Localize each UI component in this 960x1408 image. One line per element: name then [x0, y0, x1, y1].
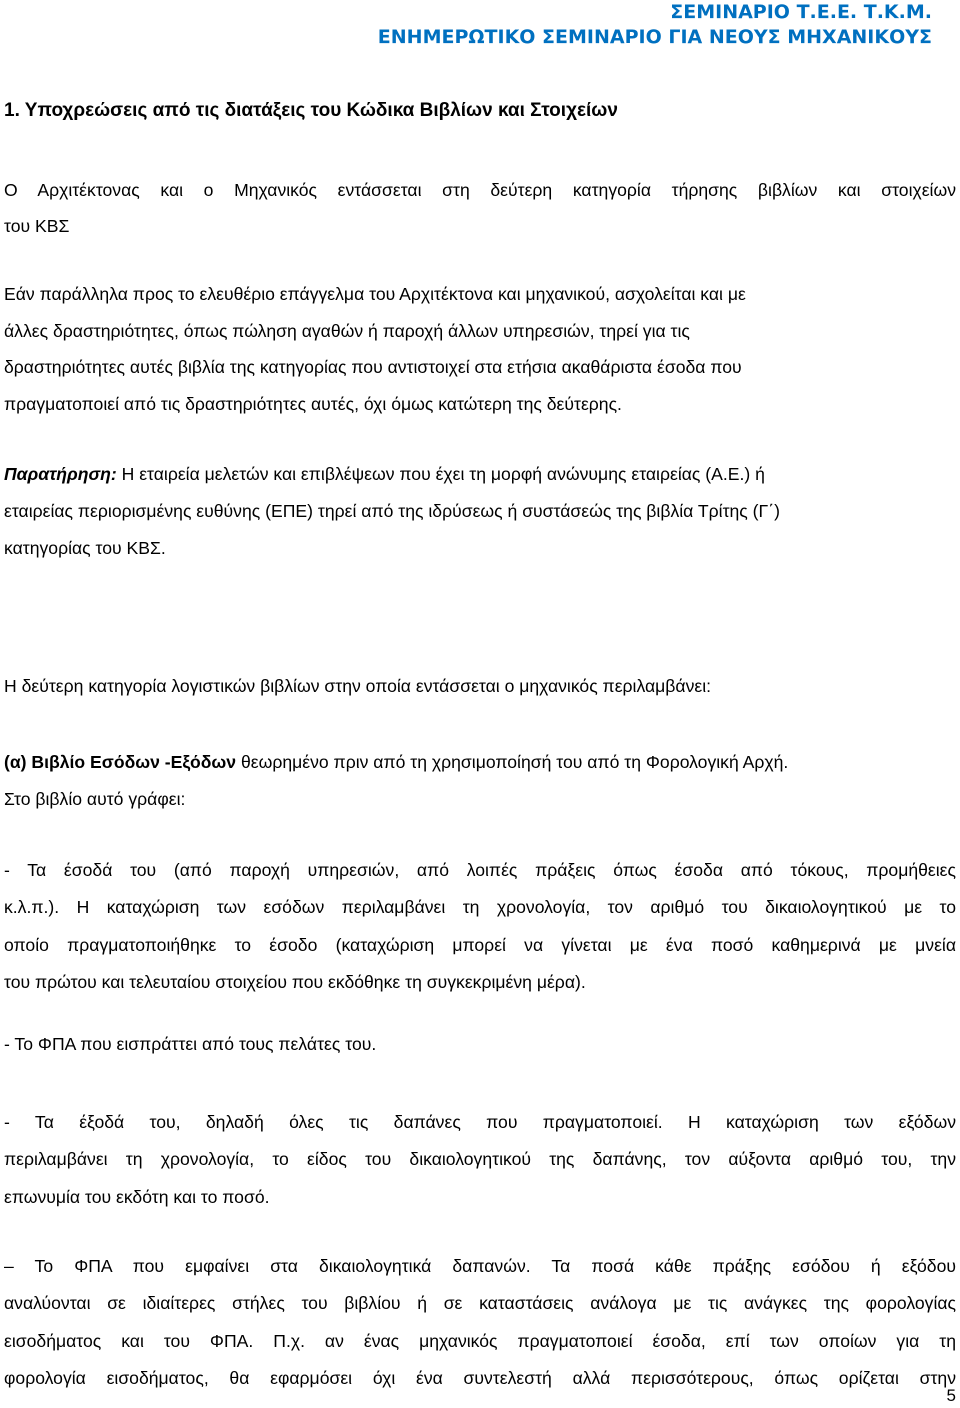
document-header — [378, 0, 932, 50]
paragraph-2-line-3: δραστηριότητες αυτές βιβλία της κατηγορίας που αντιστοιχεί στα ετήσια ακαθάριστα έσοδα που — [4, 357, 742, 378]
paragraph-7-line-3: επωνυμία του εκδότη και το ποσό. — [4, 1186, 270, 1207]
paragraph-5-line-4: του πρώτου και τελευταίου στοιχείου που εκδόθηκε τη συγκεκριμένη μέρα). — [4, 971, 586, 992]
paragraph-1 — [4, 172, 956, 244]
paragraph-7-line-1: - Τα έξοδά του, δηλαδή όλες τις δαπάνες που πραγματοποιεί. Η καταχώριση των εξόδων — [4, 1112, 956, 1132]
paragraph-8-line-1: – Το ΦΠΑ που εμφαίνει στα δικαιολογητικά δαπανών. Τα ποσά κάθε πράξης εσόδου ή εξόδου — [4, 1256, 956, 1276]
paragraph-4-line-1 — [4, 744, 956, 781]
paragraph-4 — [4, 744, 956, 818]
paragraph-5-line-2: κ.λ.π.). Η καταχώριση των εσόδων περιλαμβάνει τη χρονολογία, τον αριθμό του δικαιολογητικού με το — [4, 897, 956, 918]
paragraph-4-line-1-text: θεωρημένο πριν από τη χρησιμοποίησή του από τη Φορολογική Αρχή. — [236, 752, 789, 772]
header-line-2: ΕΝΗΜΕΡΩΤΙΚΟ ΣΕΜΙΝΑΡΙΟ ΓΙΑ ΝΕΟΥΣ ΜΗΧΑΝΙΚΟΥΣ — [377, 26, 932, 48]
note-line-1 — [4, 456, 956, 493]
paragraph-1-line-1: Ο Αρχιτέκτονας και ο Μηχανικός εντάσσεται στη δεύτερη κατηγορία τήρησης βιβλίων και στοιχείων — [4, 180, 956, 200]
paragraph-3: Η δεύτερη κατηγορία λογιστικών βιβλίων στην οποία εντάσσεται ο μηχανικός περιλαμβάνει: — [4, 676, 712, 696]
note-line-1-text: Η εταιρεία μελετών και επιβλέψεων που έχει τη μορφή ανώνυμης εταιρείας (Α.Ε.) ή — [116, 464, 765, 484]
note-line-3: κατηγορίας του ΚΒΣ. — [4, 538, 166, 558]
section-title: 1. Υποχρεώσεις από τις διατάξεις του Κώδικα Βιβλίων και Στοιχείων — [4, 100, 618, 121]
paragraph-2-line-4: πραγματοποιεί από τις δραστηριότητες αυτές, όχι όμως κατώτερη της δεύτερης. — [4, 394, 622, 415]
paragraph-8 — [4, 1248, 956, 1397]
page-number: 5 — [946, 1386, 956, 1405]
paragraph-8-line-2: αναλύονται σε ιδιαίτερες στήλες του βιβλίου ή σε καταστάσεις ανάλογα με τις ανάγκες της φορολογίας — [4, 1293, 956, 1314]
paragraph-7 — [4, 1104, 956, 1216]
paragraph-5-line-3: οποίο πραγματοποιήθηκε το έσοδο (καταχώριση μπορεί να γίνεται με ένα ποσό καθημερινά με μνεία — [4, 934, 956, 955]
paragraph-8-line-4: φορολογία εισοδήματος, θα εφαρμόσει όχι ένα συντελεστή αλλά περισσότερους, όπως ορίζεται στην — [4, 1367, 956, 1388]
book-title: (α) Βιβλίο Εσόδων -Εξόδων — [4, 752, 237, 772]
note-line-2: εταιρείας περιορισμένης ευθύνης (ΕΠΕ) τηρεί από της ιδρύσεως ή συστάσεώς της βιβλία Τρίτης (Γ΄) — [4, 501, 780, 521]
paragraph-2 — [4, 276, 956, 423]
paragraph-5-line-1: - Τα έσοδά του (από παροχή υπηρεσιών, από λοιπές πράξεις όπως έσοδα από τόκους, προμήθειες — [4, 860, 956, 880]
paragraph-8-line-3: εισοδήματος και του ΦΠΑ. Π.χ. αν ένας μηχανικός πραγματοποιεί έσοδα, επί των οποίων για τη — [4, 1330, 956, 1351]
paragraph-2-line-1: Εάν παράλληλα προς το ελευθέριο επάγγελμα του Αρχιτέκτονα και μηχανικού, ασχολείται και με — [4, 284, 746, 304]
paragraph-1-line-2: του ΚΒΣ — [4, 216, 70, 236]
note-paragraph — [4, 456, 956, 567]
paragraph-7-line-2: περιλαμβάνει τη χρονολογία, το είδος του δικαιολογητικού της δαπάνης, τον αύξοντα αριθμό του, την — [4, 1149, 956, 1170]
paragraph-4-line-2: Στο βιβλίο αυτό γράφει: — [4, 789, 186, 809]
paragraph-2-line-2: άλλες δραστηριότητες, όπως πώληση αγαθών ή παροχή άλλων υπηρεσιών, τηρεί για τις — [4, 320, 690, 341]
note-label: Παρατήρηση: — [4, 464, 117, 484]
header-line-1: ΣΕΜΙΝΑΡΙΟ Τ.Ε.Ε. Τ.Κ.Μ. — [670, 1, 932, 23]
paragraph-5 — [4, 852, 956, 1001]
paragraph-6: - Το ΦΠΑ που εισπράττει από τους πελάτες του. — [4, 1034, 377, 1054]
